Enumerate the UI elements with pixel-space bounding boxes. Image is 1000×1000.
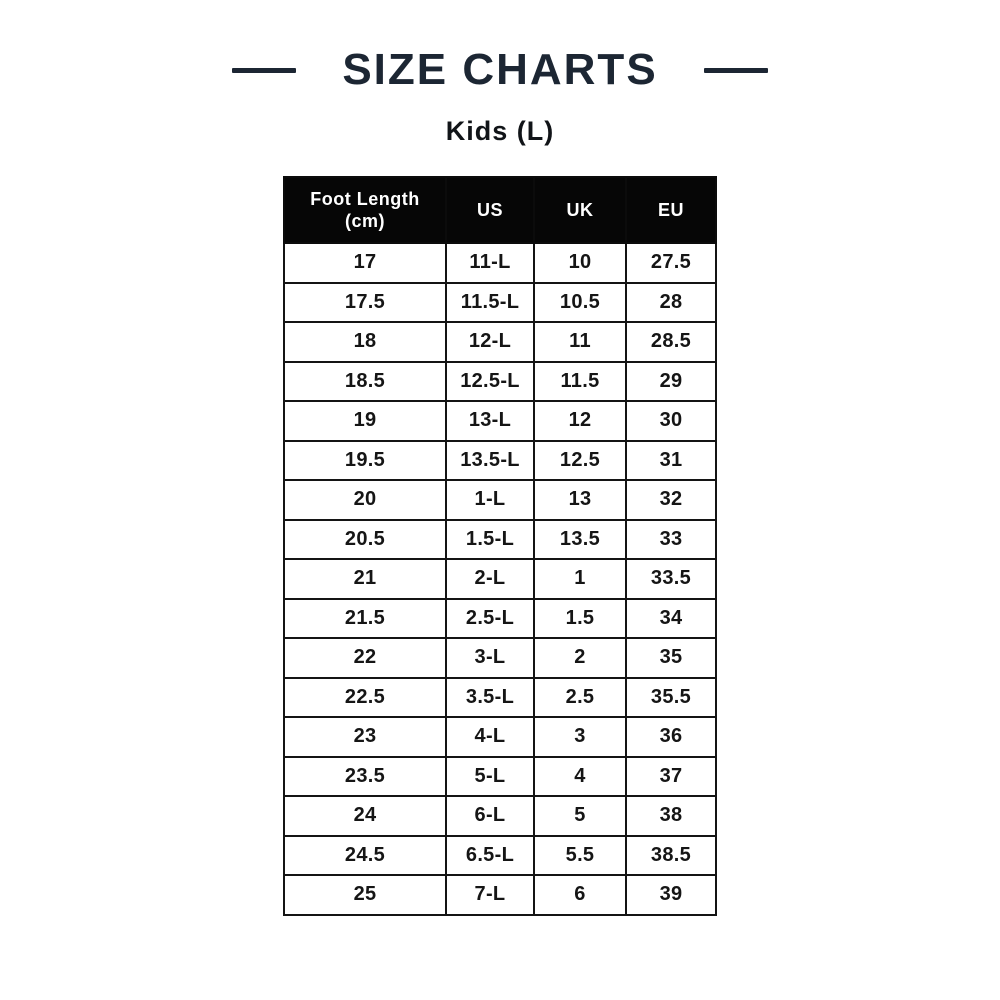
table-cell: 2.5 (534, 678, 626, 718)
table-cell: 31 (626, 441, 716, 481)
table-cell: 4 (534, 757, 626, 797)
table-row (284, 678, 716, 718)
table-cell: 11-L (446, 243, 534, 283)
table-cell: 37 (626, 757, 716, 797)
table-cell: 20 (284, 480, 446, 520)
table-cell: 12 (534, 401, 626, 441)
table-cell: 6 (534, 875, 626, 915)
table-cell: 18.5 (284, 362, 446, 402)
table-cell: 18 (284, 322, 446, 362)
table-row (284, 638, 716, 678)
page-subtitle: Kids (L) (445, 116, 555, 146)
table-cell: 13 (534, 480, 626, 520)
table-row (284, 283, 716, 323)
table-cell: 38.5 (626, 836, 716, 876)
column-header: US (446, 177, 534, 243)
table-cell: 12-L (446, 322, 534, 362)
table-cell: 24.5 (284, 836, 446, 876)
table-cell: 2-L (446, 559, 534, 599)
table-cell: 1.5-L (446, 520, 534, 560)
table-cell: 1.5 (534, 599, 626, 639)
table-cell: 3 (534, 717, 626, 757)
table-cell: 5-L (446, 757, 534, 797)
table-cell: 24 (284, 796, 446, 836)
table-row (284, 796, 716, 836)
table-cell: 23.5 (284, 757, 446, 797)
table-row (284, 520, 716, 560)
table-cell: 13-L (446, 401, 534, 441)
table-cell: 28.5 (626, 322, 716, 362)
title-dash-right (704, 68, 768, 73)
table-cell: 22.5 (284, 678, 446, 718)
table-cell: 2.5-L (446, 599, 534, 639)
table-cell: 32 (626, 480, 716, 520)
column-header: UK (534, 177, 626, 243)
table-cell: 7-L (446, 875, 534, 915)
page-title: SIZE CHARTS (342, 45, 658, 94)
table-cell: 6.5-L (446, 836, 534, 876)
title-row (0, 0, 1000, 92)
table-cell: 36 (626, 717, 716, 757)
table-cell: 35.5 (626, 678, 716, 718)
table-row (284, 362, 716, 402)
table-cell: 34 (626, 599, 716, 639)
table-cell: 4-L (446, 717, 534, 757)
table-row (284, 559, 716, 599)
table-row (284, 875, 716, 915)
table-cell: 28 (626, 283, 716, 323)
table-row (284, 599, 716, 639)
table-cell: 38 (626, 796, 716, 836)
table-cell: 1-L (446, 480, 534, 520)
table-row (284, 441, 716, 481)
table-cell: 13.5 (534, 520, 626, 560)
table-cell: 2 (534, 638, 626, 678)
table-cell: 12.5-L (446, 362, 534, 402)
table-row (284, 836, 716, 876)
table-cell: 3.5-L (446, 678, 534, 718)
table-cell: 23 (284, 717, 446, 757)
table-row (284, 757, 716, 797)
table-cell: 27.5 (626, 243, 716, 283)
table-cell: 17 (284, 243, 446, 283)
table-cell: 1 (534, 559, 626, 599)
table-header (284, 177, 716, 243)
table-cell: 5.5 (534, 836, 626, 876)
table-cell: 10.5 (534, 283, 626, 323)
table-cell: 19.5 (284, 441, 446, 481)
column-header: EU (626, 177, 716, 243)
table-row (284, 717, 716, 757)
table-cell: 5 (534, 796, 626, 836)
table-cell: 39 (626, 875, 716, 915)
table-cell: 29 (626, 362, 716, 402)
table-cell: 3-L (446, 638, 534, 678)
table-cell: 30 (626, 401, 716, 441)
table-cell: 21.5 (284, 599, 446, 639)
table-cell: 13.5-L (446, 441, 534, 481)
table-cell: 11 (534, 322, 626, 362)
table-cell: 20.5 (284, 520, 446, 560)
table-cell: 33 (626, 520, 716, 560)
table-cell: 17.5 (284, 283, 446, 323)
title-dash-left (232, 68, 296, 73)
table-cell: 19 (284, 401, 446, 441)
table-cell: 22 (284, 638, 446, 678)
column-header: Foot Length (cm) (284, 177, 446, 243)
table-cell: 33.5 (626, 559, 716, 599)
table-row (284, 322, 716, 362)
table-row (284, 243, 716, 283)
table-cell: 11.5 (534, 362, 626, 402)
table-cell: 35 (626, 638, 716, 678)
table-header-row (284, 177, 716, 243)
table-cell: 11.5-L (446, 283, 534, 323)
table-row (284, 480, 716, 520)
table-cell: 12.5 (534, 441, 626, 481)
table-cell: 25 (284, 875, 446, 915)
table-cell: 10 (534, 243, 626, 283)
table-cell: 6-L (446, 796, 534, 836)
table-body (284, 243, 716, 915)
table-row (284, 401, 716, 441)
table-cell: 21 (284, 559, 446, 599)
size-chart-table (283, 176, 717, 916)
